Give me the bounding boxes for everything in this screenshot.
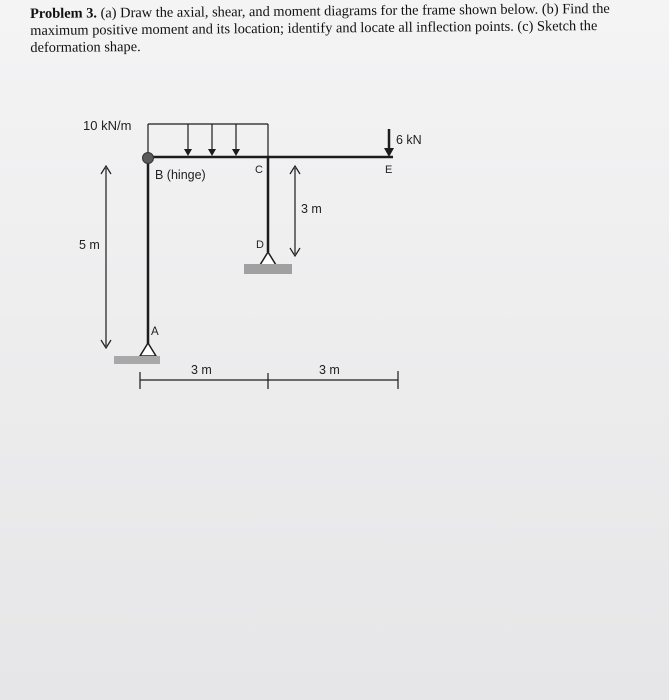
height-dimension-label: 5 m [79, 238, 100, 252]
span-left-label: 3 m [191, 363, 212, 377]
column-dimension-label: 3 m [301, 202, 322, 216]
support-d [244, 252, 292, 274]
dimension-column [290, 166, 300, 256]
point-load-arrow [384, 129, 394, 157]
support-a [114, 343, 160, 364]
node-e-label: E [385, 164, 393, 176]
distributed-load-label: 10 kN/m [83, 118, 132, 133]
distributed-load [148, 124, 268, 157]
node-b-label: B (hinge) [155, 168, 206, 182]
span-right-label: 3 m [319, 363, 340, 377]
problem-text: (a) Draw the axial, shear, and moment diagrams for the frame shown below. (b) Find the maximum positive moment and its location; identify and locate all inflection points. (c) Sketch the deformation shape. [30, 0, 610, 56]
point-load-label: 6 kN [396, 133, 422, 147]
dimension-span [140, 371, 398, 389]
dimension-height [101, 166, 111, 348]
node-c-label: C [255, 164, 263, 176]
node-d-label: D [256, 239, 264, 251]
node-a-label: A [151, 326, 159, 338]
hinge-b [143, 153, 154, 164]
load-arrowheads [184, 149, 240, 156]
problem-label: Problem 3. [30, 5, 98, 22]
